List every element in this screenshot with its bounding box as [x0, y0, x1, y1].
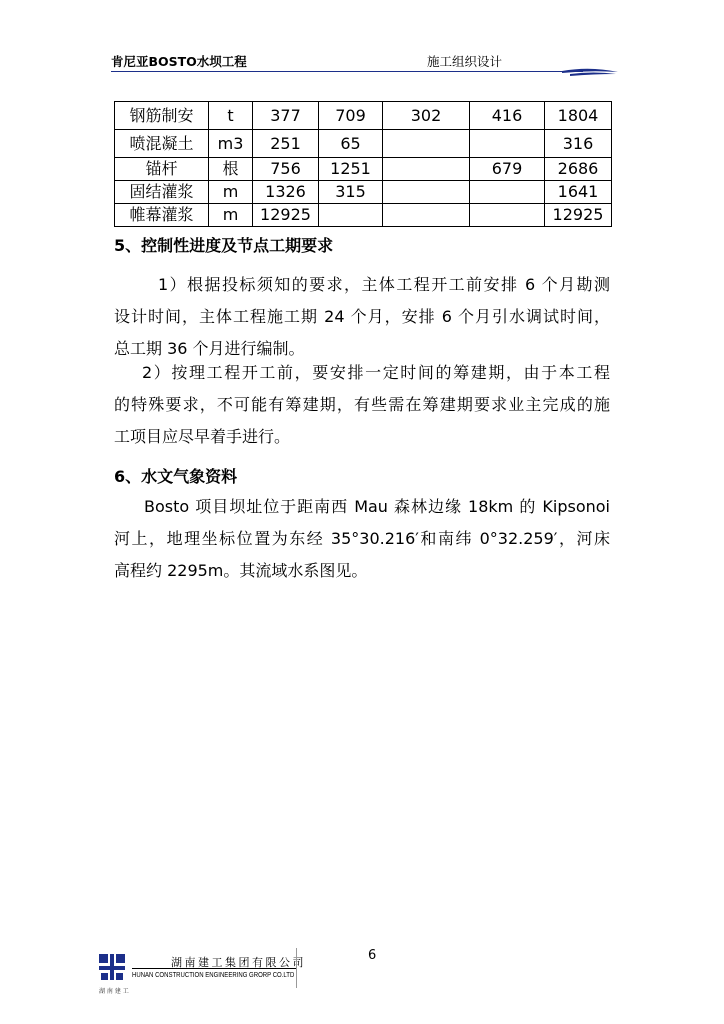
table-cell: 1251 — [319, 158, 383, 181]
table-cell — [383, 130, 470, 158]
paragraph-line: 河上，地理坐标位置为东经 35°30.216′和南纬 0°32.259′，河床 — [114, 529, 610, 548]
paragraph-line: 总工期 36 个月进行编制。 — [114, 339, 305, 358]
table-cell — [470, 181, 545, 204]
company-name-cn: 湖南建工集团有限公司 — [171, 956, 306, 969]
logo-divider — [132, 968, 297, 969]
table-cell: 302 — [383, 102, 470, 130]
quantity-table — [114, 101, 612, 227]
table-cell: 喷混凝土 — [115, 130, 209, 158]
table-cell: 1326 — [253, 181, 319, 204]
table-cell: 377 — [253, 102, 319, 130]
table-cell: 65 — [319, 130, 383, 158]
table-row — [115, 204, 612, 227]
paragraph-line: 工项目应尽早着手进行。 — [114, 427, 291, 446]
paragraph-line: 设计时间，主体工程施工期 24 个月，安排 6 个月引水调试时间， — [114, 307, 610, 326]
table-cell — [470, 130, 545, 158]
table-cell: 帷幕灌浆 — [115, 204, 209, 227]
table-cell: m3 — [209, 130, 253, 158]
table-row — [115, 158, 612, 181]
table-cell — [319, 204, 383, 227]
table-cell: 756 — [253, 158, 319, 181]
table-cell: 679 — [470, 158, 545, 181]
section-6-heading: 6、水文气象资料 — [114, 467, 238, 486]
table-cell: t — [209, 102, 253, 130]
header-project-title: 肯尼亚BOSTO水坝工程 — [111, 54, 247, 69]
table-cell — [383, 204, 470, 227]
logo-vertical-divider — [296, 948, 297, 988]
table-cell: 251 — [253, 130, 319, 158]
table-cell: 709 — [319, 102, 383, 130]
table-cell — [470, 204, 545, 227]
table-cell: 12925 — [545, 204, 612, 227]
table-cell: 固结灌浆 — [115, 181, 209, 204]
table-cell: 锚杆 — [115, 158, 209, 181]
table-cell: m — [209, 181, 253, 204]
section-5-paragraph-2 — [114, 357, 610, 453]
section-5-heading: 5、控制性进度及节点工期要求 — [114, 236, 334, 255]
section-6-paragraph-1 — [114, 491, 610, 587]
paragraph-line: 的特殊要求，不可能有筹建期，有些需在筹建期要求业主完成的施 — [114, 395, 610, 414]
company-name-en: HUNAN CONSTRUCTION ENGINEERING GRORP CO.LTD — [132, 972, 295, 979]
table-cell: m — [209, 204, 253, 227]
header-document-title: 施工组织设计 — [427, 54, 503, 69]
table-cell: 1641 — [545, 181, 612, 204]
table-cell — [383, 158, 470, 181]
table-cell: 1804 — [545, 102, 612, 130]
table-row — [115, 181, 612, 204]
paragraph-line: 高程约 2295m。其流域水系图见。 — [114, 561, 368, 580]
section-5-paragraph-1 — [114, 269, 610, 365]
table-row — [115, 130, 612, 158]
company-name-sub: 湖 南 建 工 — [99, 988, 129, 995]
paragraph-line: Bosto 项目坝址位于距南西 Mau 森林边缘 18km 的 Kipsonoi — [144, 497, 610, 516]
table-cell: 钢筋制安 — [115, 102, 209, 130]
table-cell: 2686 — [545, 158, 612, 181]
table-cell — [383, 181, 470, 204]
table-cell: 316 — [545, 130, 612, 158]
table-row — [115, 102, 612, 130]
paragraph-line: 1）根据投标须知的要求，主体工程开工前安排 6 个月勘测 — [158, 275, 610, 294]
header-rule — [111, 71, 583, 72]
table-cell: 12925 — [253, 204, 319, 227]
table-cell: 315 — [319, 181, 383, 204]
company-logo-icon — [97, 950, 127, 988]
table-cell: 根 — [209, 158, 253, 181]
page-number: 6 — [368, 948, 377, 963]
paragraph-line: 2）按理工程开工前，要安排一定时间的筹建期，由于本工程 — [142, 363, 610, 382]
header-swoosh-icon — [560, 62, 620, 82]
table-cell: 416 — [470, 102, 545, 130]
